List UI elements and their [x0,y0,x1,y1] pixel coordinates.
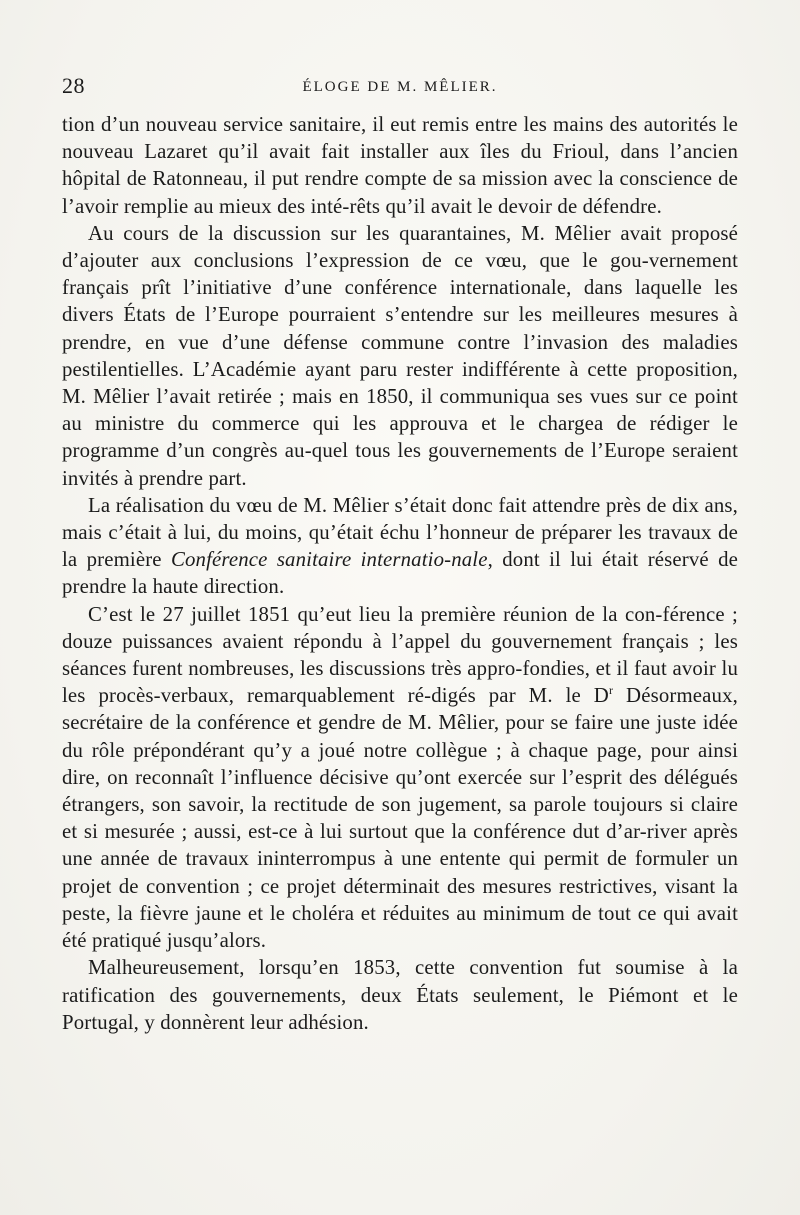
paragraph-4-text-start: C’est le 27 juillet 1851 qu’eut lieu la première réunion de la con-férence ; douze puissances avaient répondu à l’appel du gouvernement français ; les séances furent nombreuses, les discussions très appro-fondies, et il faut avoir lu les procès-verbaux, remarquablement ré-digés par M. le D [62,602,738,708]
page-number: 28 [62,73,85,98]
body-text [62,111,738,1036]
page-header [62,73,738,103]
paragraph-4-text-end: Désormeaux, secrétaire de la conférence et gendre de M. Mêlier, pour se faire une juste idée du rôle prépondérant qu’y a joué notre collègue ; à chaque page, pour ainsi dire, on reconnaît l’influence décisive qu’ont exercée sur l’esprit des délégués étrangers, son savoir, la rectitude de son jugement, sa parole toujours si claire et si mesurée ; aussi, est-ce à lui surtout que la conférence dut d’ar-river après une année de travaux ininterrompus à une entente qui permit de formuler un projet de convention ; ce projet déterminait des mesures restrictives, visant la peste, la fièvre jaune et le choléra et réduites au minimum de tout ce qui avait été pratiqué jusqu’alors. [62,684,738,953]
paragraph-4 [62,601,738,955]
paragraph-3-text-end: , dont il lui était réservé de prendre la haute direction. [62,548,738,599]
doctor-abbreviation-superscript: r [608,683,614,698]
paragraph-2: Au cours de la discussion sur les quarantaines, M. Mêlier avait proposé d’ajouter aux conclusions l’expression de ce vœu, que le gou-vernement français prît l’initiative d’une conférence internationale, dans laquelle les divers États de l’Europe pourraient s’entendre sur les meilleures mesures à prendre, en vue d’une défense commune contre l’invasion des maladies pestilentielles. L’Académie ayant paru rester indifférente à cette proposition, M. Mêlier l’avait retirée ; mais en 1850, il communiqua ses vues sur ce point au ministre du commerce qui les approuva et le chargea de rédiger le programme d’un congrès au-quel tous les gouvernements de l’Europe seraient invités à prendre part. [62,221,738,490]
conference-title-italic: Conférence sanitaire internatio-nale [170,548,488,572]
paragraph-5: Malheureusement, lorsqu’en 1853, cette convention fut soumise à la ratification des gouvernements, deux États seulement, le Piémont et le Portugal, y donnèrent leur adhésion. [62,956,738,1034]
running-title: ÉLOGE DE M. MÊLIER. [302,79,498,95]
paragraph-3-text-start: La réalisation du vœu de M. Mêlier s’était donc fait attendre près de dix ans, mais c’était à lui, du moins, qu’était échu l’honneur de préparer les travaux de la première [62,493,738,572]
paragraph-1: tion d’un nouveau service sanitaire, il eut remis entre les mains des autorités le nouveau Lazaret qu’il avait fait installer aux îles du Frioul, dans l’ancien hôpital de Ratonneau, il put rendre compte de sa mission avec la conscience de l’avoir remplie au mieux des inté-rêts qu’il avait le devoir de défendre. [62,113,738,218]
paragraph-3 [62,492,738,601]
